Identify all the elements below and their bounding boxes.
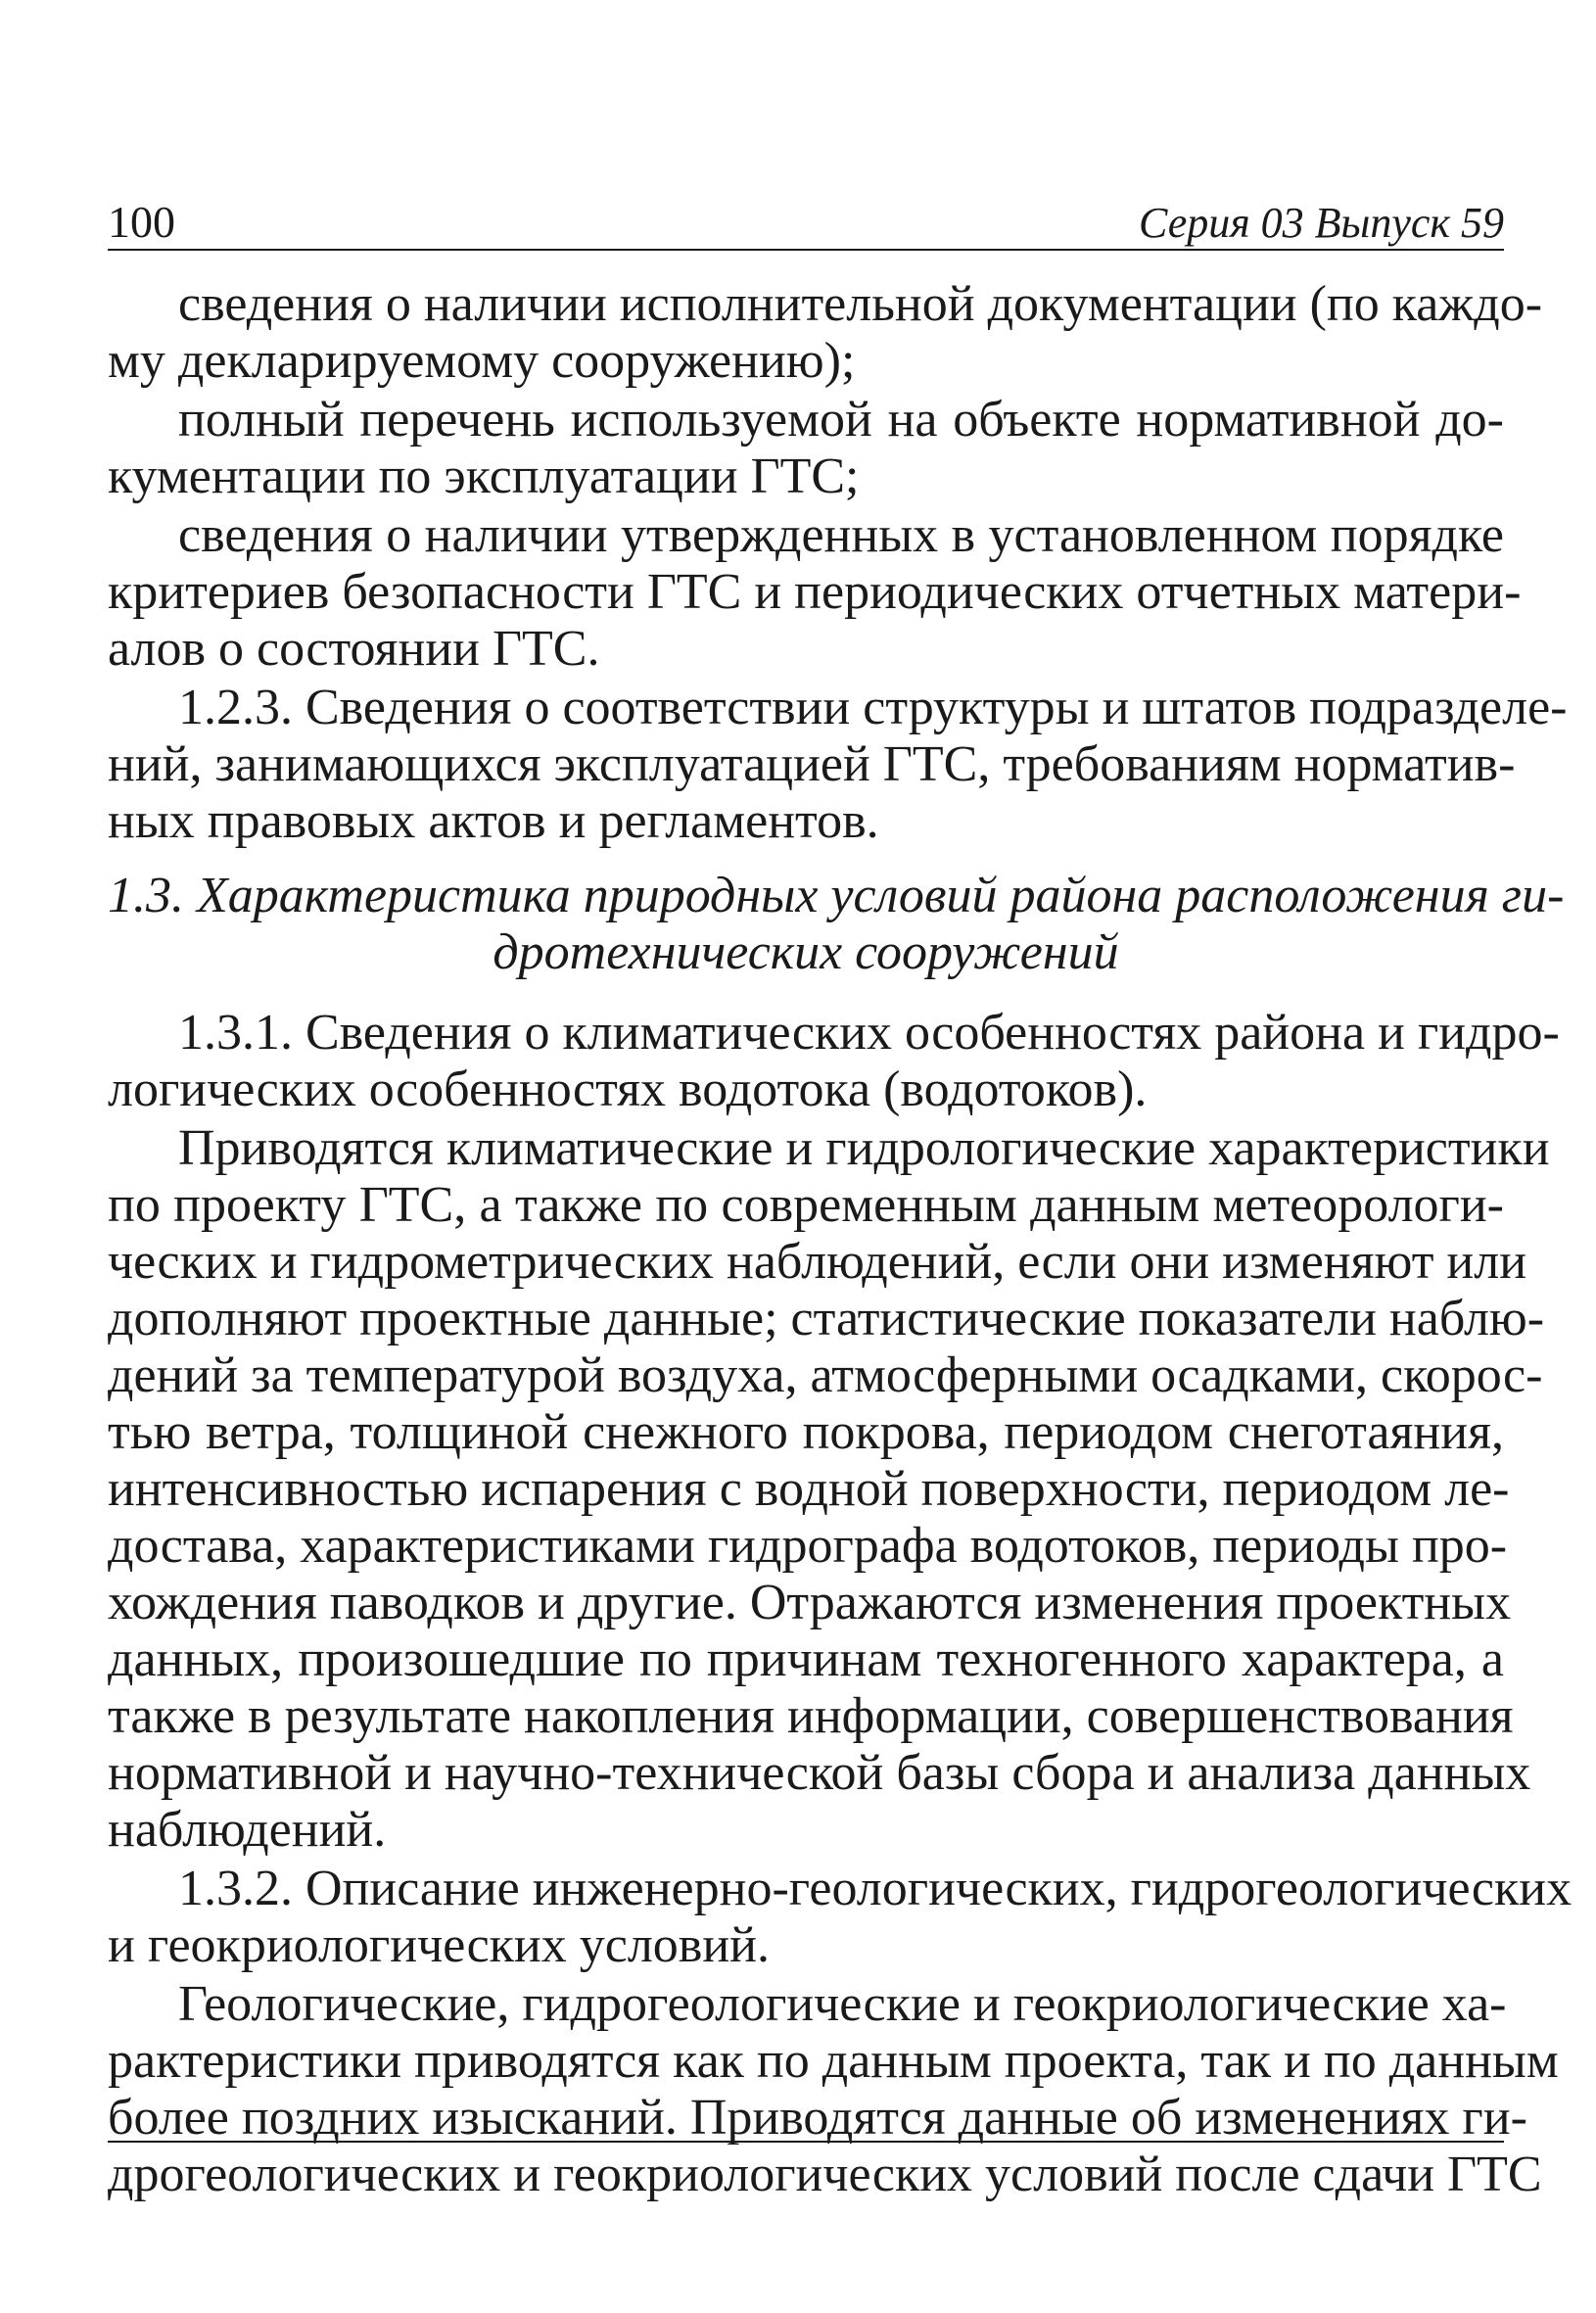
- text-line: Геологические, гидрогеологические и геокриологические ха-: [178, 1976, 1507, 2032]
- text-line: дений за температурой воздуха, атмосферными осадками, скорос-: [108, 1347, 1543, 1403]
- running-header: [108, 192, 1504, 251]
- text-line: критериев безопасности ГТС и периодических отчетных матери-: [108, 564, 1522, 620]
- text-line: ных правовых актов и регламентов.: [108, 793, 879, 849]
- text-line: 1.2.3. Сведения о соответствии структуры и штатов подразделе-: [178, 680, 1568, 735]
- page-body: [108, 276, 1573, 2205]
- text-line: дрогеологических и геокриологических условий после сдачи ГТС: [108, 2147, 1542, 2202]
- text-line: хождения паводков и другие. Отражаются изменения проектных: [108, 1575, 1512, 1630]
- paragraph: [108, 507, 1522, 678]
- paragraph: [108, 392, 1504, 505]
- text-line: сведения о наличии утвержденных в установленном порядке: [178, 507, 1504, 563]
- footer-rule: [108, 2141, 1504, 2143]
- heading-line: дротехнических сооружений: [493, 924, 1119, 980]
- paragraph: [108, 1120, 1550, 1859]
- text-block-2: [108, 1005, 1573, 2203]
- text-line: сведения о наличии исполнительной документации (по каждо-: [178, 276, 1543, 332]
- series-title: Серия 03 Выпуск 59: [1139, 199, 1504, 247]
- text-line: дополняют проектные данные; статистические показатели наблю-: [108, 1291, 1545, 1346]
- text-line: также в результате накопления информации, совершенствования: [108, 1688, 1514, 1744]
- text-line: интенсивностью испарения с водной поверхности, периодом ле-: [108, 1461, 1510, 1517]
- text-line: более поздних изысканий. Приводятся данные об изменениях ги-: [108, 2090, 1527, 2146]
- text-line: и геокриологических условий.: [108, 1917, 770, 1973]
- paragraph: [108, 1976, 1559, 2203]
- section-heading: [108, 868, 1565, 981]
- text-line: достава, характеристиками гидрографа водотоков, периоды про-: [108, 1518, 1508, 1574]
- paragraph: [108, 1005, 1560, 1118]
- text-line: кументации по эксплуатации ГТС;: [108, 448, 860, 504]
- text-line: му декларируемому сооружению);: [108, 333, 856, 389]
- text-line: алов о состоянии ГТС.: [108, 621, 600, 677]
- text-line: по проекту ГТС, а также по современным данным метеорологи-: [108, 1177, 1504, 1233]
- paragraph: [108, 680, 1568, 850]
- text-line: полный перечень используемой на объекте нормативной до-: [178, 392, 1504, 448]
- text-block-1: [108, 276, 1568, 850]
- text-line: наблюдений.: [108, 1802, 387, 1858]
- heading-line: 1.3. Характеристика природных условий района расположения ги-: [108, 868, 1565, 923]
- text-line: 1.3.2. Описание инженерно-геологических, гидрогеологических: [178, 1861, 1573, 1916]
- text-line: рактеристики приводятся как по данным проекта, так и по данным: [108, 2033, 1559, 2089]
- paragraph: [108, 276, 1543, 390]
- text-line: 1.3.1. Сведения о климатических особенностях района и гидро-: [178, 1005, 1560, 1061]
- text-line: логических особенностях водотока (водотоков).: [108, 1062, 1148, 1117]
- text-line: тью ветра, толщиной снежного покрова, периодом снеготаяния,: [108, 1404, 1504, 1460]
- text-line: данных, произошедшие по причинам техногенного характера, а: [108, 1631, 1504, 1687]
- text-line: ческих и гидрометрических наблюдений, если они изменяют или: [108, 1234, 1527, 1290]
- paragraph: [108, 1861, 1573, 1974]
- text-line: Приводятся климатические и гидрологические характеристики: [178, 1120, 1550, 1176]
- text-line: ний, занимающихся эксплуатацией ГТС, требованиям норматив-: [108, 736, 1516, 792]
- text-line: нормативной и научно-технической базы сбора и анализа данных: [108, 1745, 1531, 1801]
- page-number: 100: [108, 197, 175, 247]
